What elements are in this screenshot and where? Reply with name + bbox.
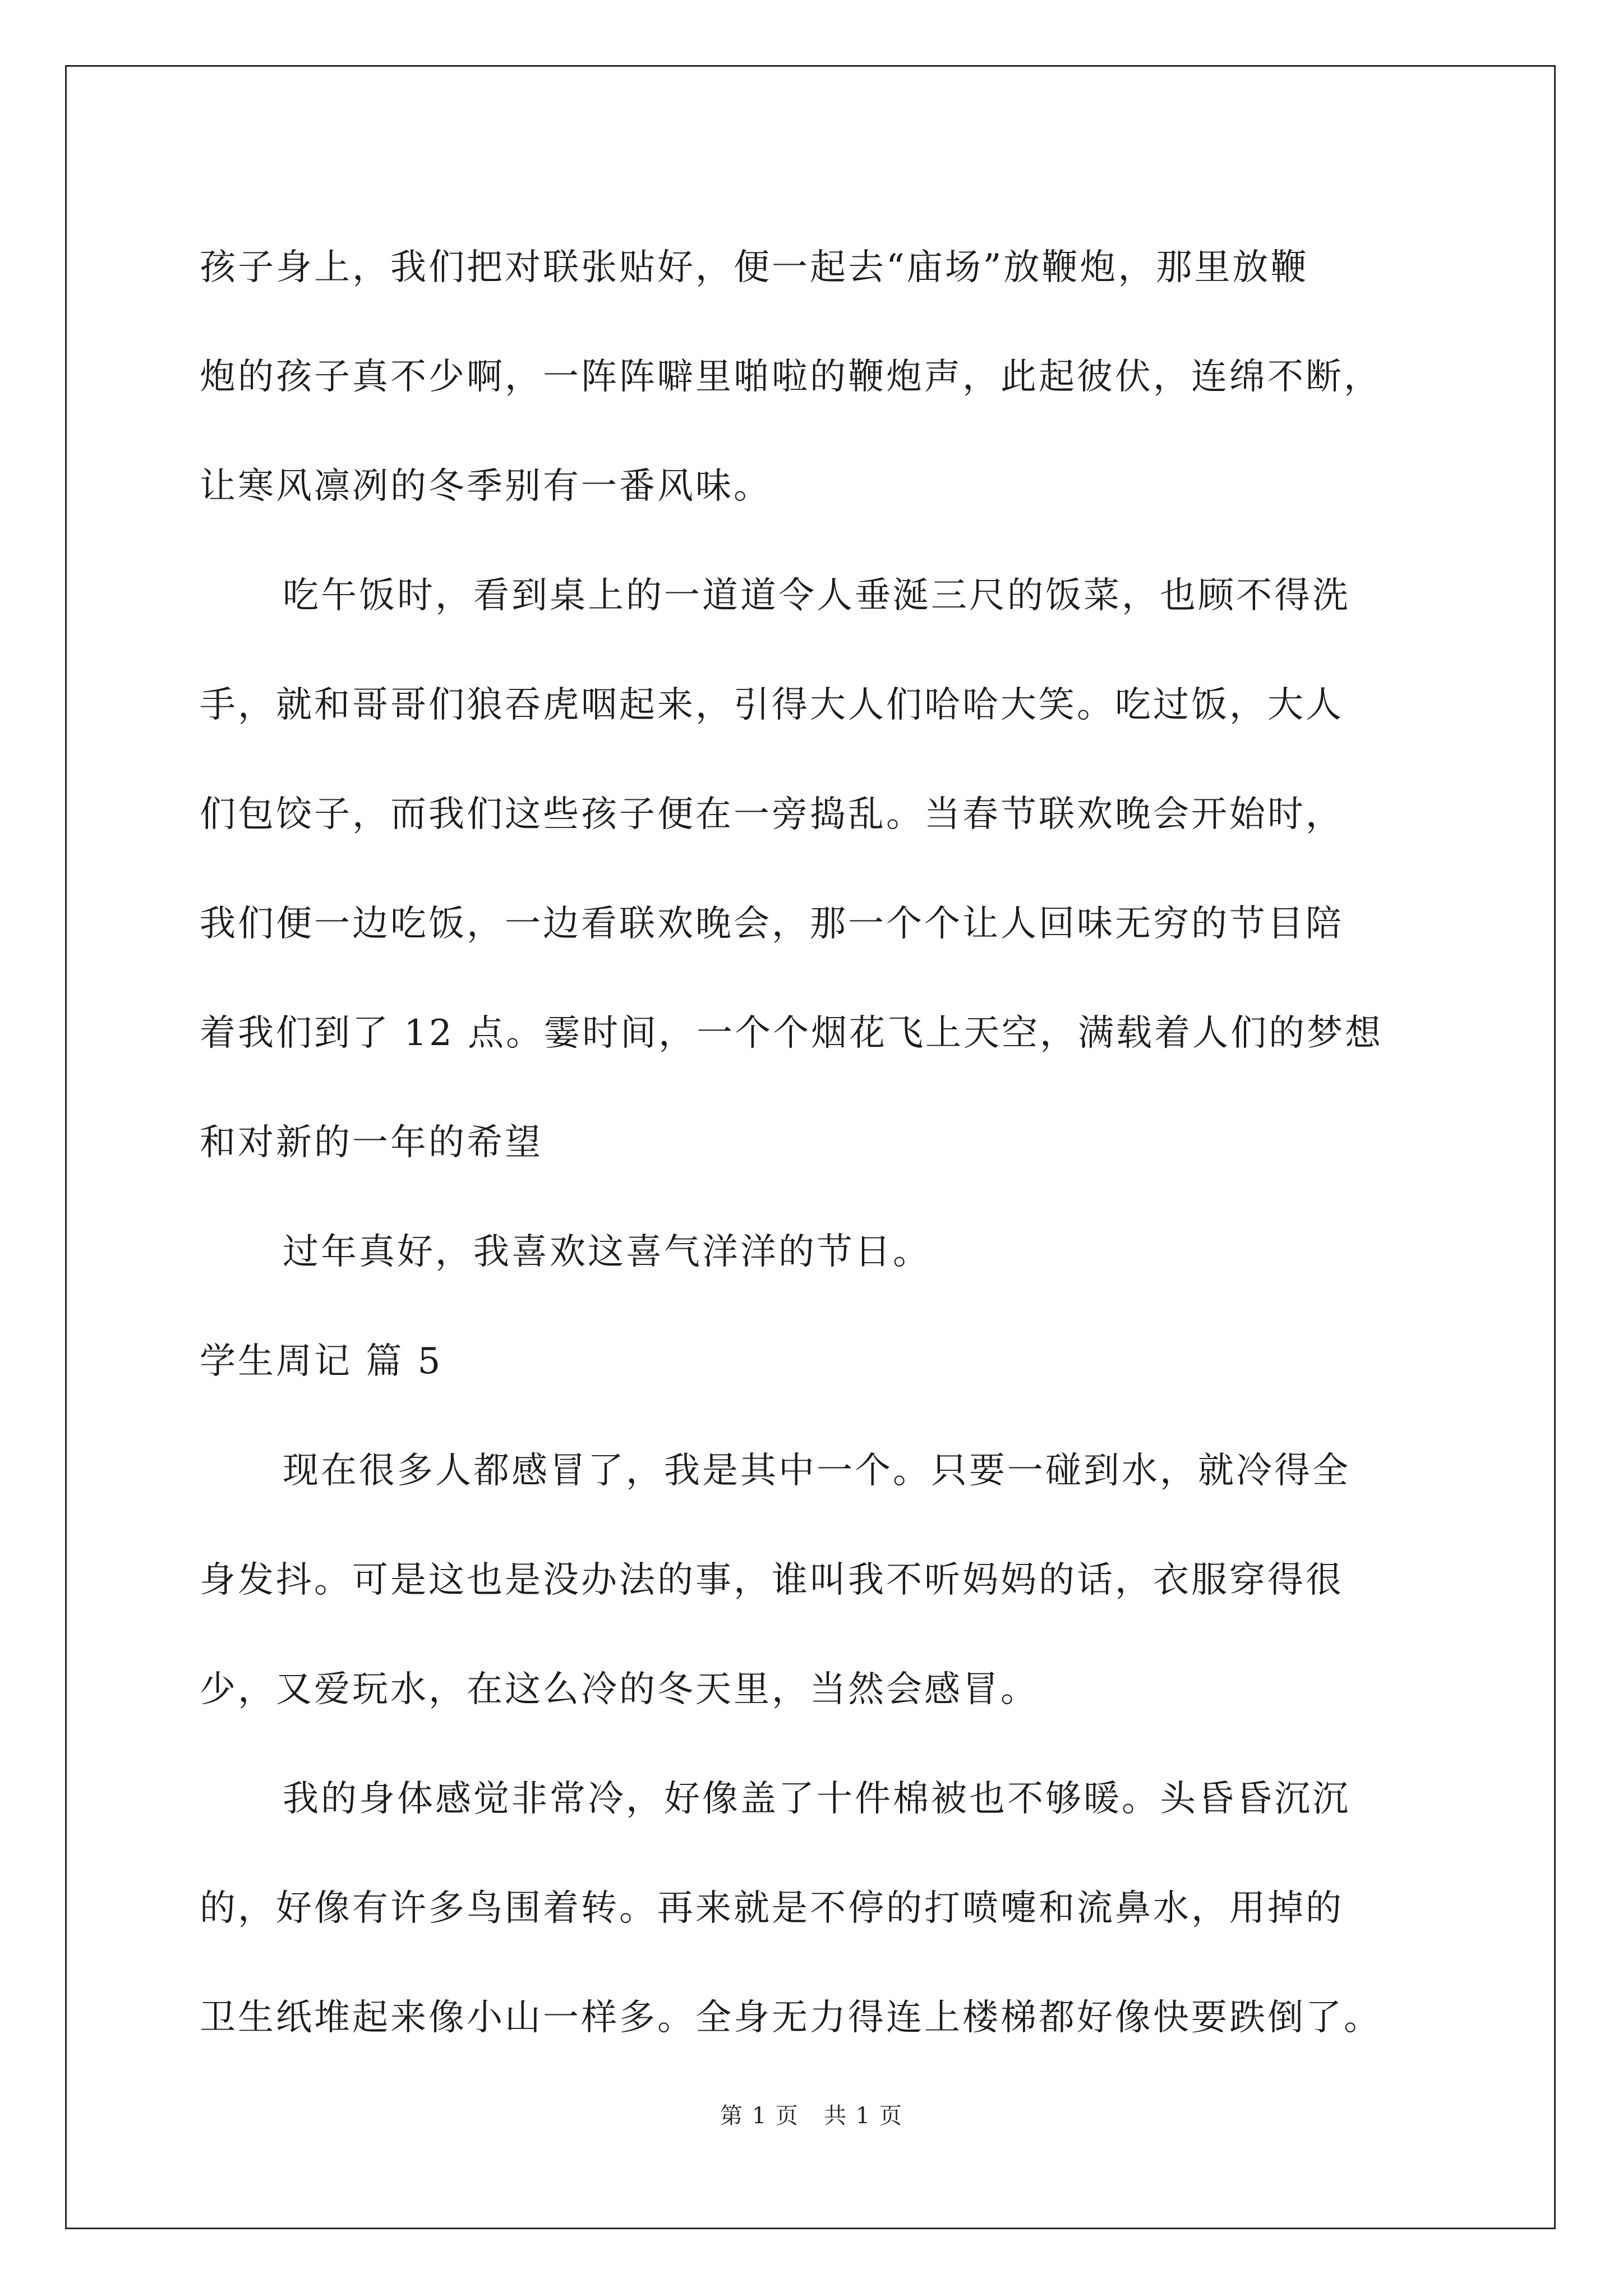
page-number-footer: 第 1 页 共 1 页 bbox=[720, 2103, 903, 2129]
paragraph-line: 我们便一边吃饭，一边看联欢晚会，那一个个让人回味无穷的节目陪 bbox=[200, 903, 1344, 945]
paragraph-line: 孩子身上，我们把对联张贴好，便一起去“庙场”放鞭炮，那里放鞭 bbox=[200, 247, 1309, 288]
paragraph-line: 让寒风凛冽的冬季别有一番风味。 bbox=[200, 466, 772, 507]
paragraph-line: 我的身体感觉非常冷，好像盖了十件棉被也不够暖。头昏昏沉沉 bbox=[283, 1778, 1350, 1820]
paragraph-line: 卫生纸堆起来像小山一样多。全身无力得连上楼梯都好像快要跌倒了。 bbox=[200, 1997, 1382, 2039]
paragraph-line: 吃午饭时，看到桌上的一道道令人垂涎三尺的饭菜，也顾不得洗 bbox=[283, 575, 1350, 616]
document-body bbox=[200, 213, 1433, 2073]
paragraph-line: 现在很多人都感冒了，我是其中一个。只要一碰到水，就冷得全 bbox=[283, 1450, 1350, 1492]
paragraph-line: 身发抖。可是这也是没办法的事，谁叫我不听妈妈的话，衣服穿得很 bbox=[200, 1559, 1344, 1601]
paragraph-line: 们包饺子，而我们这些孩子便在一旁捣乱。当春节联欢晚会开始时， bbox=[200, 794, 1344, 835]
paragraph-line: 和对新的一年的希望 bbox=[200, 1122, 543, 1163]
paragraph-line: 手，就和哥哥们狼吞虎咽起来，引得大人们哈哈大笑。吃过饭，大人 bbox=[200, 684, 1344, 726]
paragraph-line: 的，好像有许多鸟围着转。再来就是不停的打喷嚏和流鼻水，用掉的 bbox=[200, 1888, 1344, 1929]
section-heading: 学生周记 篇 5 bbox=[200, 1341, 443, 1382]
paragraph-line: 炮的孩子真不少啊，一阵阵噼里啪啦的鞭炮声，此起彼伏，连绵不断， bbox=[200, 356, 1382, 398]
paragraph-line: 少，又爱玩水，在这么冷的冬天里，当然会感冒。 bbox=[200, 1669, 1039, 1710]
paragraph-line: 过年真好，我喜欢这喜气洋洋的节日。 bbox=[283, 1231, 931, 1273]
paragraph-line: 着我们到了 12 点。霎时间，一个个烟花飞上天空，满载着人们的梦想 bbox=[200, 1013, 1384, 1054]
